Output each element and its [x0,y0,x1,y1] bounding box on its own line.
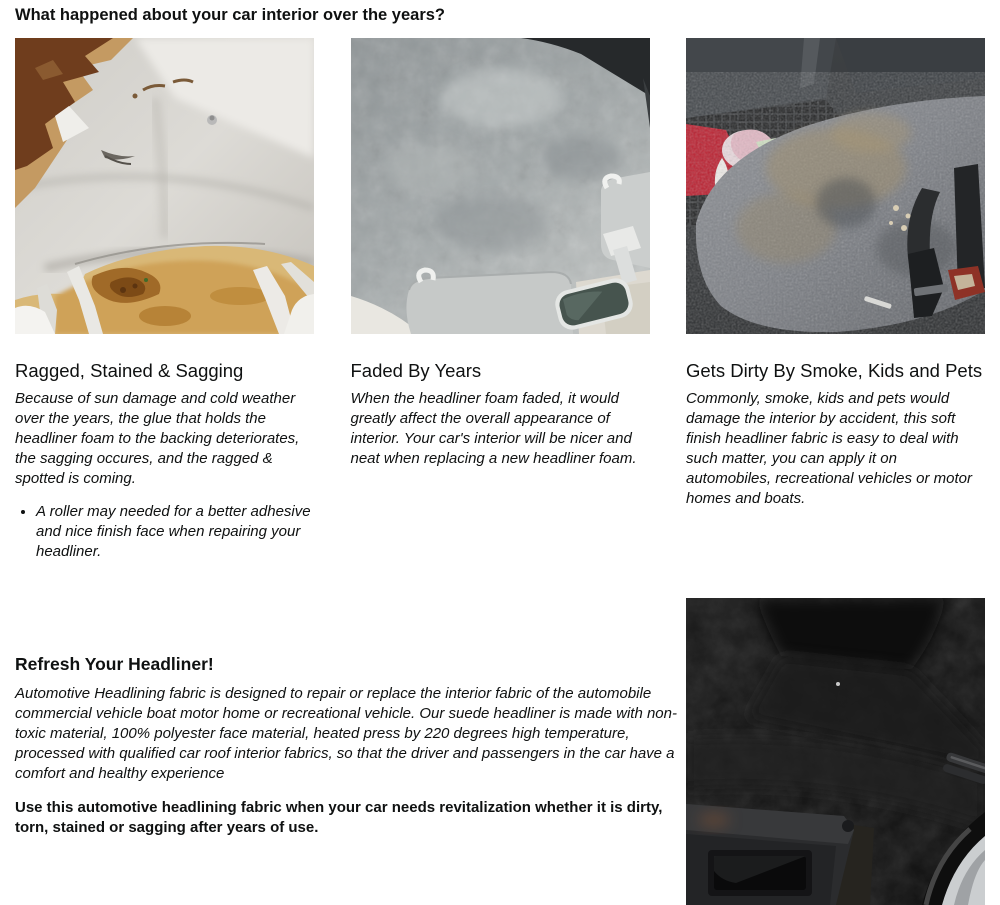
column-dirty [686,38,985,562]
refresh-emphasis-text: Use this automotive headlining fabric when your car needs revitalization whether it is dirty, torn, stained or sagging after years of use. [15,799,663,836]
faded-headliner-photo [351,38,650,334]
column-faded [351,38,650,562]
refresh-section [15,598,985,905]
page-title: What happened about your car interior over the years? [15,6,446,24]
refresh-body-text: Automotive Headlining fabric is designed to repair or replace the interior fabric of the automobile commercial vehicle boat motor home or recreational vehicle. Our suede headliner is made with non-toxic material, 100% polyester face material, heated press by 220 degrees high temperature, processed with qualified car roof interior fabrics, so that the driver and passengers in the car have a comfort and healthy experience [15,685,677,782]
column-bullet-list [15,502,314,562]
column-body-text: Commonly, smoke, kids and pets would damage the interior by accident, this soft finish headliner fabric is easy to deal with such matter, you can apply it on automobiles, recreational vehicles or motor homes and boats. [686,390,972,507]
three-column-row [15,38,985,562]
dirty-seat-photo [686,38,985,334]
column-body-text: Because of sun damage and cold weather over the years, the glue that holds the headliner foam to the backing deteriorates, the sagging occures, and the ragged & spotted is coming. [15,390,300,487]
column-heading: Faded By Years [350,360,482,381]
column-ragged [15,38,314,562]
column-heading: Ragged, Stained & Sagging [15,360,244,381]
black-suede-headliner-photo [686,598,985,905]
column-heading: Gets Dirty By Smoke, Kids and Pets [686,360,983,381]
refresh-heading: Refresh Your Headliner! [15,654,214,674]
refresh-text-block [15,598,677,905]
bullet-item: • A roller may needed for a better adhesive and nice finish face when repairing your headliner. [36,502,314,562]
column-body-text: When the headliner foam faded, it would greatly affect the overall appearance of interior. Your car's interior will be nicer and neat when replacing a new headliner foam. [350,390,637,467]
ragged-sagging-headliner-photo [15,38,314,334]
